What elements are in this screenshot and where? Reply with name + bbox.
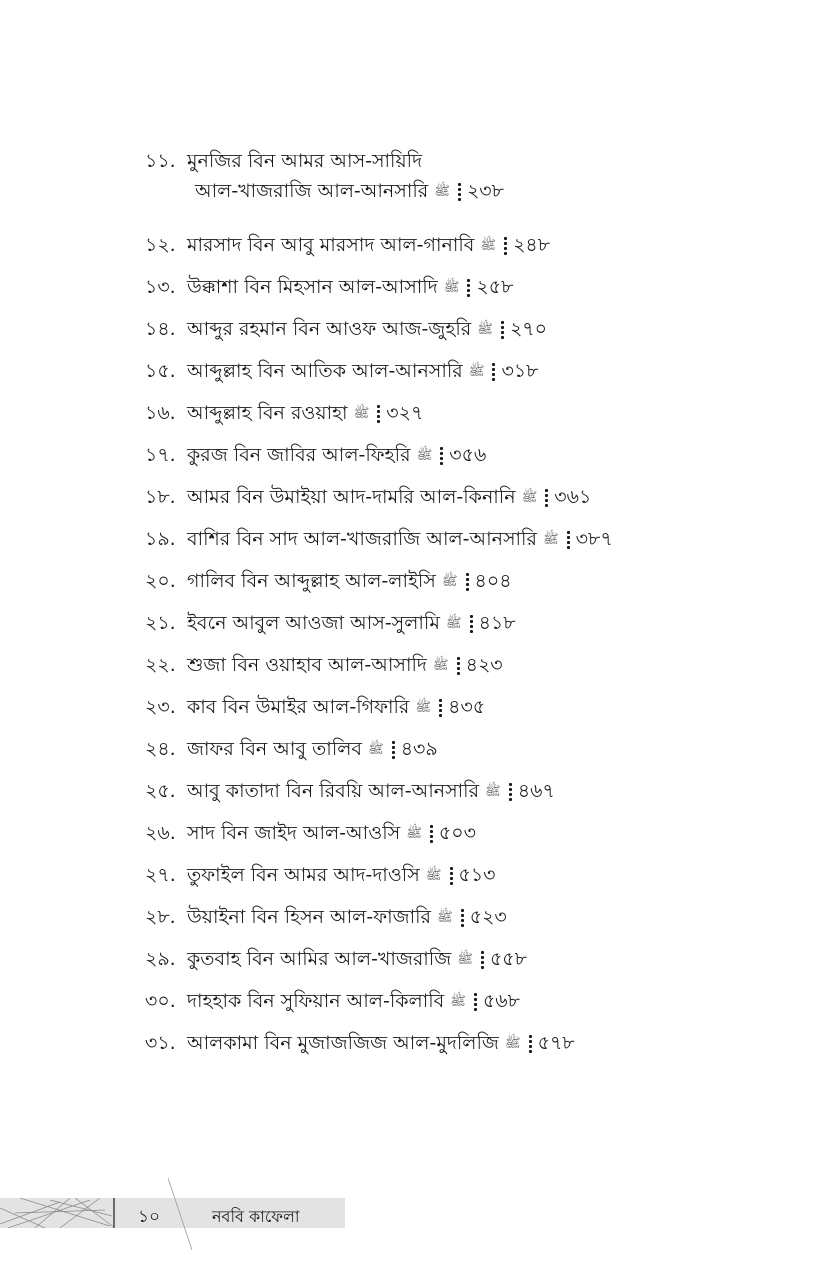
dotted-separator: [439, 698, 442, 718]
toc-page: ৩৬১: [554, 486, 592, 508]
page-number: ১০: [138, 1207, 161, 1227]
honorific-glyph: ﷺ: [480, 237, 497, 253]
honorific-glyph: ﷺ: [450, 993, 466, 1009]
footer-divider: [113, 1198, 115, 1228]
toc-body: [187, 356, 539, 387]
toc-page: ৫৫৮: [489, 948, 527, 970]
toc-number: ২৫.: [145, 780, 176, 802]
toc-number: ১৩.: [145, 276, 176, 298]
toc-number: ৩১.: [145, 1032, 176, 1054]
toc-title: উক্কাশা বিন মিহসান আল-আসাদি: [187, 276, 438, 298]
toc-number: ২৬.: [145, 822, 176, 844]
toc-page: ৫৭৮: [537, 1032, 575, 1054]
toc-body: [187, 314, 547, 345]
toc-body: [187, 902, 507, 933]
toc-number: ২০.: [145, 570, 176, 592]
honorific-glyph: ﷺ: [368, 741, 384, 757]
toc-number: ২১.: [145, 612, 176, 634]
honorific-glyph: ﷺ: [432, 657, 449, 673]
toc-title: কুরজ বিন জাবির আল-ফিহরি: [187, 444, 411, 466]
toc-title: আবু কাতাদা বিন রিবয়ি আল-আনসারি: [187, 780, 480, 802]
toc-title: সাদ বিন জাইদ আল-আওসি: [187, 822, 401, 844]
toc-page: ২৫৮: [476, 276, 514, 298]
toc-body: [187, 482, 591, 513]
toc-entry[interactable]: [145, 524, 785, 566]
toc-entry[interactable]: [145, 860, 785, 902]
toc-number: ২৭.: [145, 864, 176, 886]
toc-body: [187, 272, 513, 303]
toc-page: ৪৩৯: [400, 738, 438, 760]
toc-title-continued: আল-খাজরাজি আল-আনসারি ﷺ ২৩৮: [195, 180, 504, 202]
toc-body: [187, 566, 512, 597]
toc-entry[interactable]: [145, 440, 785, 482]
dotted-separator: [466, 572, 469, 592]
honorific-glyph: ﷺ: [504, 1035, 521, 1051]
toc-body: [187, 860, 496, 891]
toc-title: আলকামা বিন মুজাজজিজ আল-মুদলিজি: [187, 1032, 499, 1054]
toc-entry[interactable]: [145, 230, 785, 272]
dotted-separator: [461, 908, 464, 928]
table-of-contents: [145, 146, 785, 1070]
toc-entry[interactable]: [145, 776, 785, 818]
toc-entry[interactable]: [145, 356, 785, 398]
toc-entry[interactable]: [145, 566, 785, 608]
toc-page: ২৩৮: [466, 180, 504, 202]
toc-number: ২২.: [145, 654, 176, 676]
toc-page: ৪১৮: [478, 612, 516, 634]
toc-number: ২৩.: [145, 696, 176, 718]
toc-page: ২৭০: [509, 318, 547, 340]
footer-slash-decoration: [166, 1178, 196, 1250]
toc-title: দাহহাক বিন সুফিয়ান আল-কিলাবি: [187, 990, 445, 1012]
toc-number: ১১.: [145, 150, 176, 172]
toc-entry[interactable]: [145, 650, 785, 692]
dotted-separator: [458, 182, 461, 202]
honorific-glyph: ﷺ: [521, 489, 538, 505]
toc-entry[interactable]: [145, 818, 785, 860]
honorific-glyph: ﷺ: [457, 951, 473, 967]
toc-body: [187, 440, 486, 471]
toc-page: ২৪৮: [513, 234, 551, 256]
toc-title: আব্দুল্লাহ বিন আতিক আল-আনসারি: [187, 360, 463, 382]
toc-body: [187, 1028, 575, 1059]
dotted-separator: [470, 614, 473, 634]
toc-title: মুনজির বিন আমর আস-সায়িদি: [187, 150, 423, 172]
toc-page: ৫১৩: [458, 864, 496, 886]
toc-body: [187, 734, 438, 765]
toc-page: ৩৮৭: [575, 528, 613, 550]
toc-entry[interactable]: [145, 272, 785, 314]
dotted-separator: [492, 362, 495, 382]
toc-body: [187, 650, 503, 681]
toc-page: ৩৫৬: [449, 444, 487, 466]
toc-page: ৪২৩: [465, 654, 503, 676]
honorific-glyph: ﷺ: [436, 909, 453, 925]
toc-body: [187, 398, 423, 429]
toc-number: ৩০.: [145, 990, 176, 1012]
toc-entry[interactable]: [145, 692, 785, 734]
dotted-separator: [545, 488, 548, 508]
book-title: নববি কাফেলা: [212, 1207, 300, 1226]
dotted-separator: [509, 782, 512, 802]
toc-body: [187, 608, 516, 639]
toc-title: মারসাদ বিন আবু মারসাদ আল-গানাবি: [187, 234, 475, 256]
toc-number: ১৯.: [145, 528, 176, 550]
toc-page: ৩২৭: [386, 402, 424, 424]
toc-title: আব্দুর রহমান বিন আওফ আজ-জুহরি: [187, 318, 472, 340]
toc-page: ৪০৪: [474, 570, 512, 592]
toc-body: [187, 986, 520, 1017]
dotted-separator: [377, 404, 380, 424]
dotted-separator: [430, 824, 433, 844]
toc-number: ১৫.: [145, 360, 176, 382]
toc-entry[interactable]: [145, 398, 785, 440]
dotted-separator: [392, 740, 395, 760]
toc-entry[interactable]: [145, 146, 785, 230]
dotted-separator: [450, 866, 453, 886]
footer-line-pattern: [0, 1198, 115, 1228]
dotted-separator: [467, 278, 470, 298]
toc-number: ১৮.: [145, 486, 176, 508]
dotted-separator: [567, 530, 570, 550]
toc-page: ৫৬৮: [482, 990, 520, 1012]
dotted-separator: [529, 1034, 532, 1054]
dotted-separator: [481, 950, 484, 970]
toc-body: [187, 818, 476, 849]
toc-title: কাব বিন উমাইর আল-গিফারি: [187, 696, 410, 718]
toc-page: ৩১৮: [501, 360, 539, 382]
toc-body: [187, 692, 485, 723]
toc-title: শুজা বিন ওয়াহাব আল-আসাদি: [187, 654, 427, 676]
honorific-glyph: ﷺ: [477, 321, 493, 337]
toc-body: [187, 944, 527, 975]
dotted-separator: [504, 236, 507, 256]
toc-entry[interactable]: [145, 944, 785, 986]
toc-title: গালিব বিন আব্দুল্লাহ আল-লাইসি: [187, 570, 436, 592]
toc-entry[interactable]: [145, 314, 785, 356]
toc-number: ২৯.: [145, 948, 176, 970]
toc-number: ২৪.: [145, 738, 176, 760]
toc-body: [187, 524, 613, 555]
toc-title: আমর বিন উমাইয়া আদ-দামরি আল-কিনানি: [187, 486, 516, 508]
toc-page: ৫২৩: [469, 906, 507, 928]
toc-entry[interactable]: [145, 902, 785, 944]
honorific-glyph: ﷺ: [485, 783, 501, 799]
toc-title: কুতবাহ বিন আমির আল-খাজরাজি: [187, 948, 452, 970]
toc-number: ২৮.: [145, 906, 176, 928]
toc-page: ৪৩৫: [448, 696, 486, 718]
toc-entry[interactable]: [145, 608, 785, 650]
honorific-glyph: ﷺ: [425, 867, 442, 883]
toc-body: [187, 776, 555, 807]
toc-title: উয়াইনা বিন হিসন আল-ফাজারি: [187, 906, 431, 928]
toc-title: তুফাইল বিন আমর আদ-দাওসি: [187, 864, 420, 886]
honorific-glyph: ﷺ: [441, 573, 458, 589]
toc-title: বাশির বিন সাদ আল-খাজরাজি আল-আনসারি: [187, 528, 537, 550]
toc-page: ৫০৩: [438, 822, 476, 844]
toc-entry[interactable]: [145, 1028, 785, 1070]
honorific-glyph: ﷺ: [353, 405, 370, 421]
toc-title: জাফর বিন আবু তালিব: [187, 738, 362, 760]
honorific-glyph: ﷺ: [406, 825, 422, 841]
toc-body: [187, 146, 504, 207]
honorific-glyph: ﷺ: [542, 531, 559, 547]
dotted-separator: [474, 992, 477, 1012]
toc-title: আব্দুল্লাহ বিন রওয়াহা: [187, 402, 348, 424]
honorific-glyph: ﷺ: [445, 615, 462, 631]
toc-page: ৪৬৭: [517, 780, 555, 802]
dotted-separator: [501, 320, 504, 340]
dotted-separator: [457, 656, 460, 676]
honorific-glyph: ﷺ: [468, 363, 485, 379]
dotted-separator: [440, 446, 443, 466]
toc-number: ১৭.: [145, 444, 176, 466]
toc-entry[interactable]: [145, 482, 785, 524]
toc-body: [187, 230, 550, 261]
toc-entry[interactable]: [145, 734, 785, 776]
toc-title: ইবনে আবুল আওজা আস-সুলামি: [187, 612, 440, 634]
toc-number: ১২.: [145, 234, 176, 256]
toc-number: ১৪.: [145, 318, 176, 340]
honorific-glyph: ﷺ: [443, 279, 460, 295]
honorific-glyph: ﷺ: [434, 183, 450, 199]
toc-number: ১৬.: [145, 402, 176, 424]
toc-entry[interactable]: [145, 986, 785, 1028]
honorific-glyph: ﷺ: [416, 447, 433, 463]
honorific-glyph: ﷺ: [415, 699, 432, 715]
